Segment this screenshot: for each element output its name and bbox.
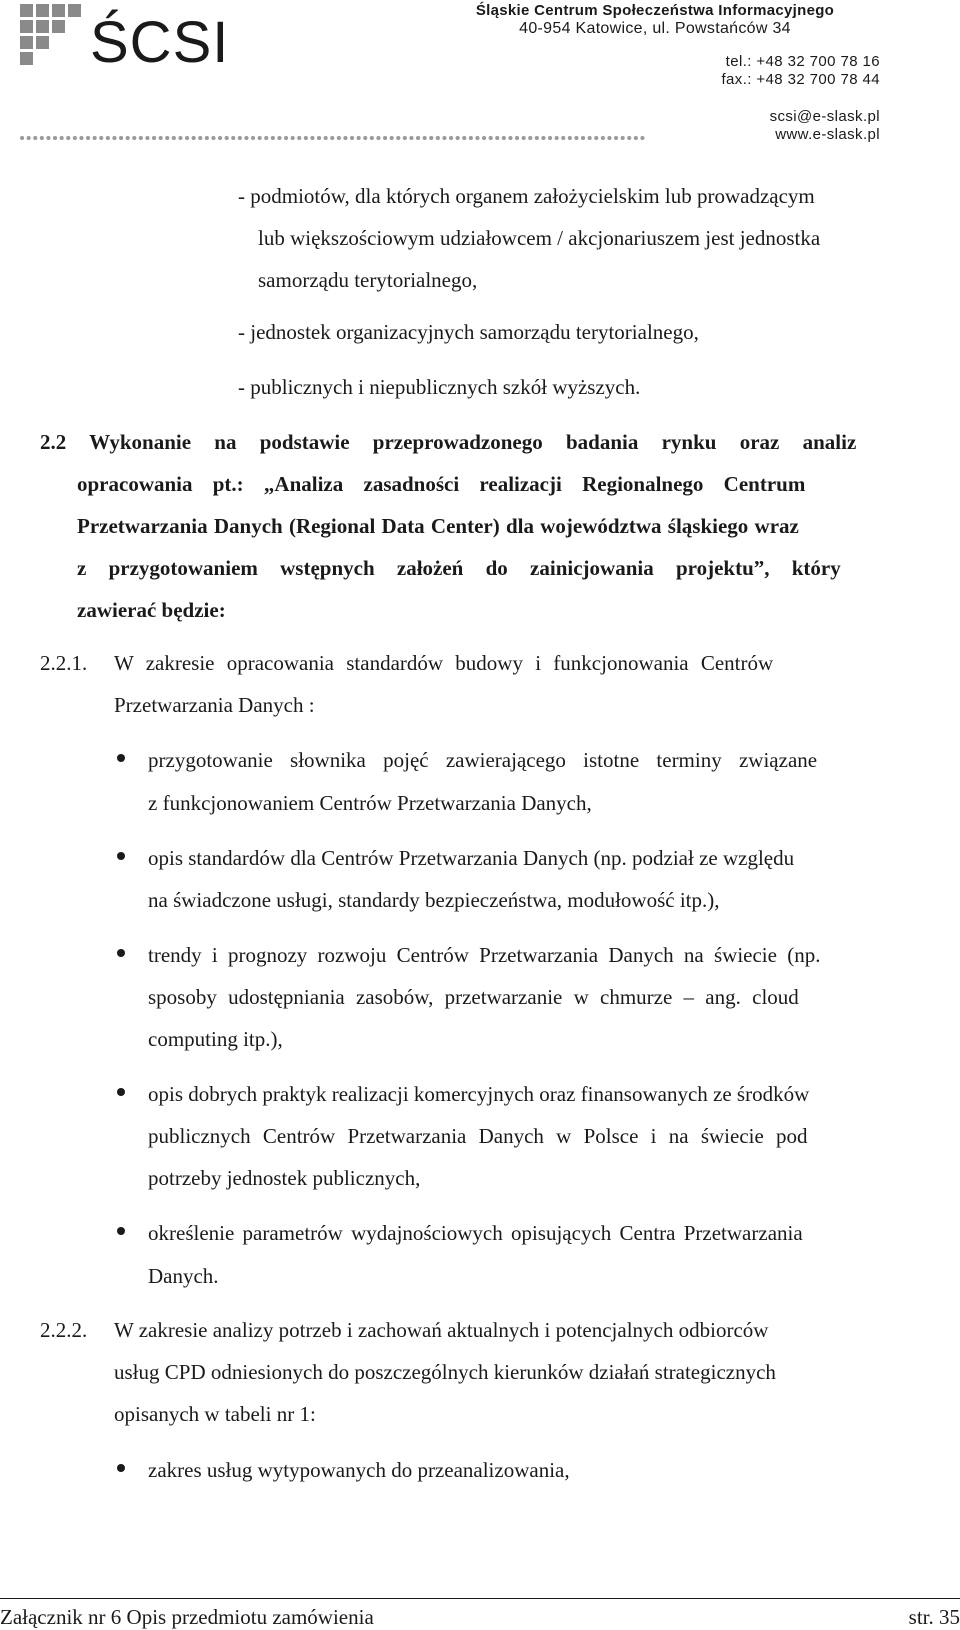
bullet-6-line-1: zakres usług wytypowanych do przeanalizowania,: [148, 1458, 570, 1482]
bullet-icon: [117, 1227, 125, 1235]
scsi-logo: [20, 4, 252, 66]
bullet-4-line-3: potrzeby jednostek publicznych,: [148, 1166, 421, 1190]
section-2-2-heading-line-2: opracowania pt.: „Analiza zasadności realizacji Regionalnego Centrum: [77, 472, 806, 496]
bullet-1-line-2: z funkcjonowaniem Centrów Przetwarzania Danych,: [148, 791, 592, 815]
footer-divider: [0, 1598, 960, 1599]
section-2-2-heading-line-3: Przetwarzania Danych (Regional Data Center) dla województwa śląskiego wraz: [77, 514, 799, 538]
footer-attachment-title: Załącznik nr 6 Opis przedmiotu zamówienia: [0, 1605, 374, 1629]
organization-address: 40-954 Katowice, ul. Powstańców 34: [519, 20, 791, 37]
header-dotted-divider: [20, 135, 648, 141]
dash-item-1-line-3: samorządu terytorialnego,: [258, 268, 478, 292]
phone-number: tel.: +48 32 700 78 16: [725, 53, 880, 70]
bullet-3-line-1: trendy i prognozy rozwoju Centrów Przetwarzania Danych na świecie (np.: [148, 943, 821, 967]
bullet-5-line-1: określenie parametrów wydajnościowych opisujących Centra Przetwarzania: [148, 1221, 803, 1245]
dash-item-2: - jednostek organizacyjnych samorządu terytorialnego,: [238, 320, 699, 344]
dash-item-3: - publicznych i niepublicznych szkół wyższych.: [238, 375, 641, 399]
email-address[interactable]: scsi@e-slask.pl: [769, 108, 880, 125]
svg-text:ŚCSI: ŚCSI: [90, 10, 230, 66]
bullet-3-line-2: sposoby udostępniania zasobów, przetwarzanie w chmurze – ang. cloud: [148, 985, 799, 1009]
section-2-2-heading-line-1: [40, 430, 920, 454]
organization-header: [430, 2, 880, 38]
bullet-icon: [117, 754, 125, 762]
section-2-2-2-line-3: opisanych w tabeli nr 1:: [114, 1402, 316, 1426]
bullet-2-line-2: na świadczone usługi, standardy bezpieczeństwa, modułowość itp.),: [148, 888, 720, 912]
section-2-2-2-line-2: usług CPD odniesionych do poszczególnych kierunków działań strategicznych: [114, 1360, 776, 1384]
bullet-icon: [117, 1464, 125, 1472]
bullet-5-line-2: Danych.: [148, 1264, 219, 1288]
bullet-3-line-3: computing itp.),: [148, 1027, 283, 1051]
section-2-2-heading-line-5: zawierać będzie:: [77, 598, 226, 622]
section-2-2-1-line-1: W zakresie opracowania standardów budowy i funkcjonowania Centrów: [114, 651, 774, 675]
bullet-icon: [117, 949, 125, 957]
bullet-icon: [117, 1088, 125, 1096]
section-2-2-1-number: 2.2.1.: [40, 651, 88, 675]
section-2-2-2-line-1: W zakresie analizy potrzeb i zachowań aktualnych i potencjalnych odbiorców: [114, 1318, 769, 1342]
fax-number: fax.: +48 32 700 78 44: [721, 71, 880, 88]
footer-page-number: str. 35: [908, 1605, 960, 1629]
bullet-4-line-2: publicznych Centrów Przetwarzania Danych w Polsce i na świecie pod: [148, 1124, 808, 1148]
section-2-2-heading-line-4: z przygotowaniem wstępnych założeń do zainicjowania projektu”, który: [77, 556, 841, 580]
bullet-4-line-1: opis dobrych praktyk realizacji komercyjnych oraz finansowanych ze środków: [148, 1082, 810, 1106]
bullet-2-line-1: opis standardów dla Centrów Przetwarzania Danych (np. podział ze względu: [148, 846, 795, 870]
bullet-icon: [117, 852, 125, 860]
dash-item-1-line-1: - podmiotów, dla których organem założycielskim lub prowadzącym: [238, 184, 815, 208]
website-link[interactable]: www.e-slask.pl: [775, 126, 880, 143]
organization-name: Śląskie Centrum Społeczeństwa Informacyjnego: [475, 2, 835, 19]
section-2-2-1-line-2: Przetwarzania Danych :: [114, 693, 315, 717]
bullet-1-line-1: przygotowanie słownika pojęć zawierającego istotne terminy związane: [148, 748, 818, 772]
section-2-2-2-number: 2.2.2.: [40, 1318, 88, 1342]
dash-item-1-line-2: lub większościowym udziałowcem / akcjonariuszem jest jednostka: [258, 226, 821, 250]
section-2-2-heading-text: 2.2 Wykonanie na podstawie przeprowadzonego badania rynku oraz analiz: [40, 430, 857, 454]
